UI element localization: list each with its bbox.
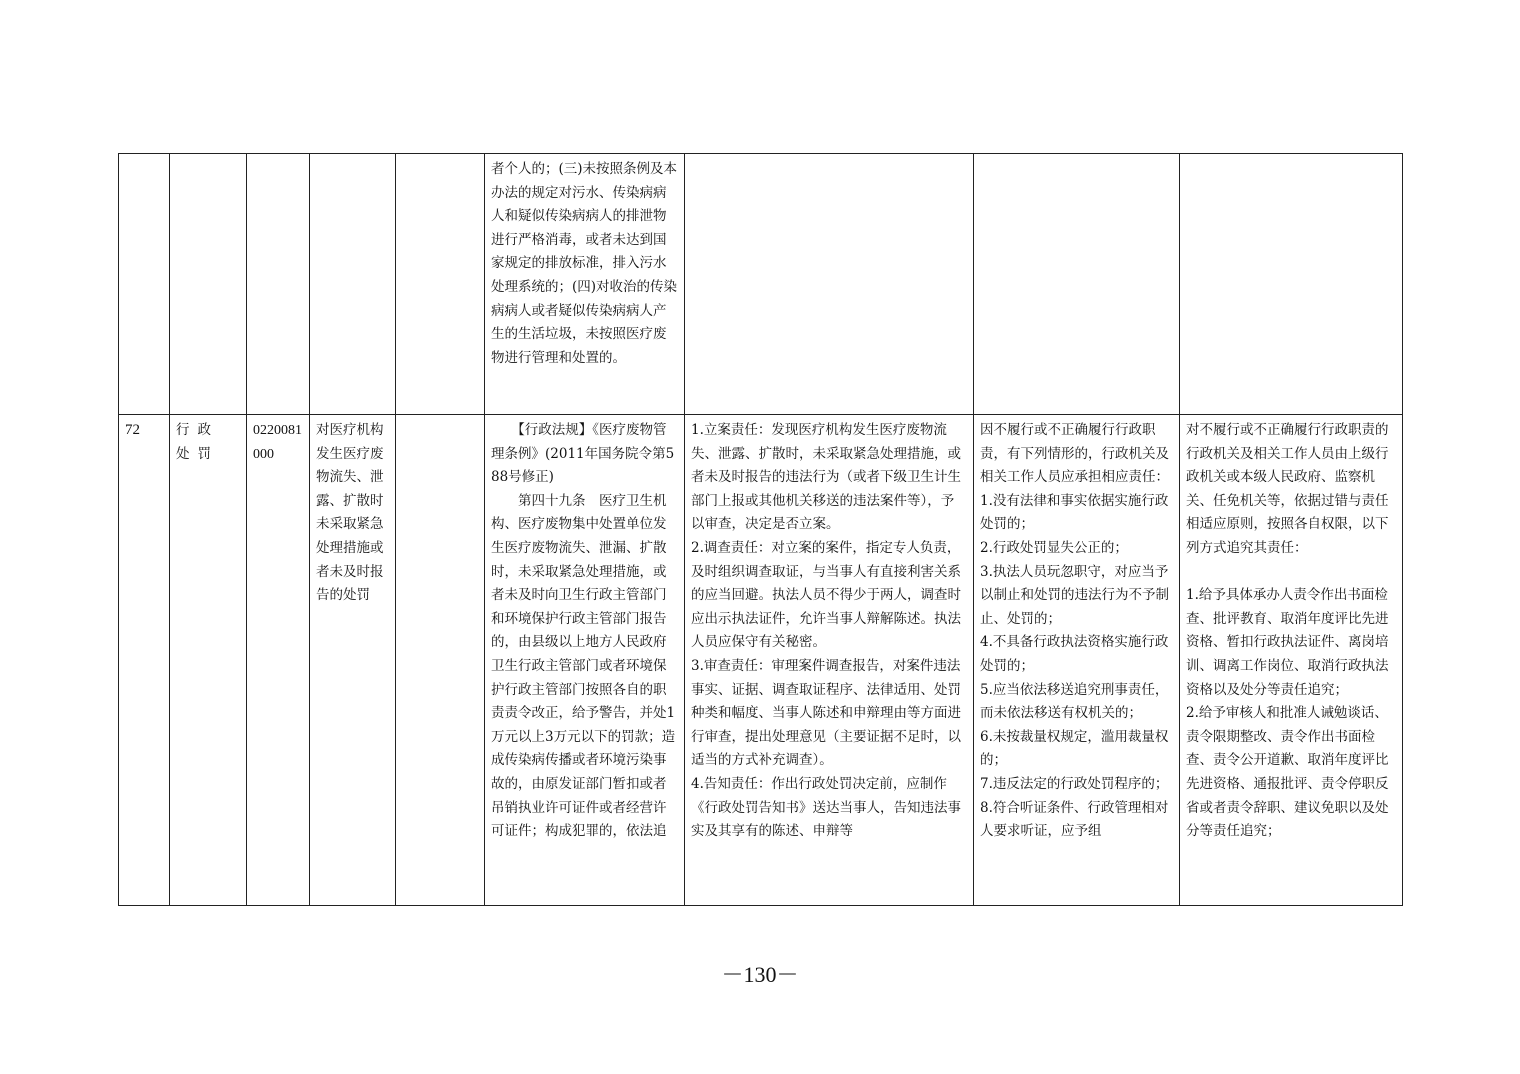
cell-no: 72	[119, 415, 170, 906]
cell-name: 对医疗机构发生医疗废物流失、泄露、扩散时未采取紧急处理措施或者未及时报告的处罚	[310, 415, 396, 906]
cell-responsibility: 1.立案责任：发现医疗机构发生医疗废物流失、泄露、扩散时，未采取紧急处理措施，或者未及时报告的违法行为（或者下级卫生计生部门上报或其他机关移送的违法案件等），予以审查，决定是否立案。 2.调查责任：对立案的案件，指定专人负责，及时组织调查取证，与当事人有直接利害关系的应当回避。执法人员不得少于两人，调查时应出示执法证件，允许当事人辩解陈述。执法人员应保守有关秘密。 3.审查责任：审理案件调查报告，对案件违法事实、证据、调查取证程序、法律适用、处罚种类和幅度、当事人陈述和申辩理由等方面进行审查，提出处理意见（主要证据不足时，以适当的方式补充调查）。 4.告知责任：作出行政处罚决定前，应制作《行政处罚告知书》送达当事人，告知违法事实及其享有的陈述、申辩等	[685, 415, 974, 906]
cell-accountability-cases: 因不履行或不正确履行行政职责，有下列情形的，行政机关及相关工作人员应承担相应责任： 1.没有法律和事实依据实施行政处罚的； 2.行政处罚显失公正的； 3.执法人员玩忽职守，对应当予以制止和处罚的违法行为不予制止、处罚的； 4.不具备行政执法资格实施行政处罚的； 5.应当依法移送追究刑事责任，而未依法移送有权机关的； 6.未按裁量权规定，滥用裁量权的； 7.违反法定的行政处罚程序的； 8.符合听证条件、行政管理相对人要求听证，应予组	[974, 415, 1180, 906]
responsibility-table	[118, 153, 1403, 906]
cell-legal-basis: 【行政法规】《医疗废物管理条例》(2011年国务院令第588号修正) 第四十九条 医疗卫生机构、医疗废物集中处置单位发生医疗废物流失、泄漏、扩散时，未采取紧急处理措施，或者未及时向卫生行政主管部门和环境保护行政主管部门报告的，由县级以上地方人民政府卫生行政主管部门或者环境保护行政主管部门按照各自的职责责令改正，给予警告，并处1万元以上3万元以下的罚款；造成传染病传播或者环境污染事故的，由原发证部门暂扣或者吊销执业许可证件或者经营许可证件；构成犯罪的，依法追	[485, 415, 685, 906]
cell-accountability-methods	[1180, 154, 1403, 415]
cell-code	[247, 154, 310, 415]
cell-sub-item	[396, 154, 485, 415]
cell-accountability-methods: 对不履行或不正确履行行政职责的行政机关及相关工作人员由上级行政机关或本级人民政府、监察机关、任免机关等，依据过错与责任相适应原则，按照各自权限，以下列方式追究其责任： 1.给予具体承办人责令作出书面检查、批评教育、取消年度评比先进资格、暂扣行政执法证件、离岗培训、调离工作岗位、取消行政执法资格以及处分等责任追究； 2.给予审核人和批准人诫勉谈话、责令限期整改、责令作出书面检查、责令公开道歉、取消年度评比先进资格、通报批评、责令停职反省或者责令辞职、建议免职以及处分等责任追究；	[1180, 415, 1403, 906]
cell-responsibility	[685, 154, 974, 415]
cell-code: 0220081000	[247, 415, 310, 906]
table-row	[119, 154, 1403, 415]
cell-type	[170, 154, 247, 415]
cell-legal-basis: 者个人的；(三)未按照条例及本办法的规定对污水、传染病病人和疑似传染病病人的排泄物进行严格消毒，或者未达到国家规定的排放标准，排入污水处理系统的；(四)对收治的传染病病人或者疑似传染病病人产生的生活垃圾，未按照医疗废物进行管理和处置的。	[485, 154, 685, 415]
table-row	[119, 415, 1403, 906]
page-number: －130－	[721, 962, 799, 987]
cell-name	[310, 154, 396, 415]
cell-no	[119, 154, 170, 415]
cell-sub-item	[396, 415, 485, 906]
cell-type: 行政处罚	[170, 415, 247, 906]
cell-accountability-cases	[974, 154, 1180, 415]
